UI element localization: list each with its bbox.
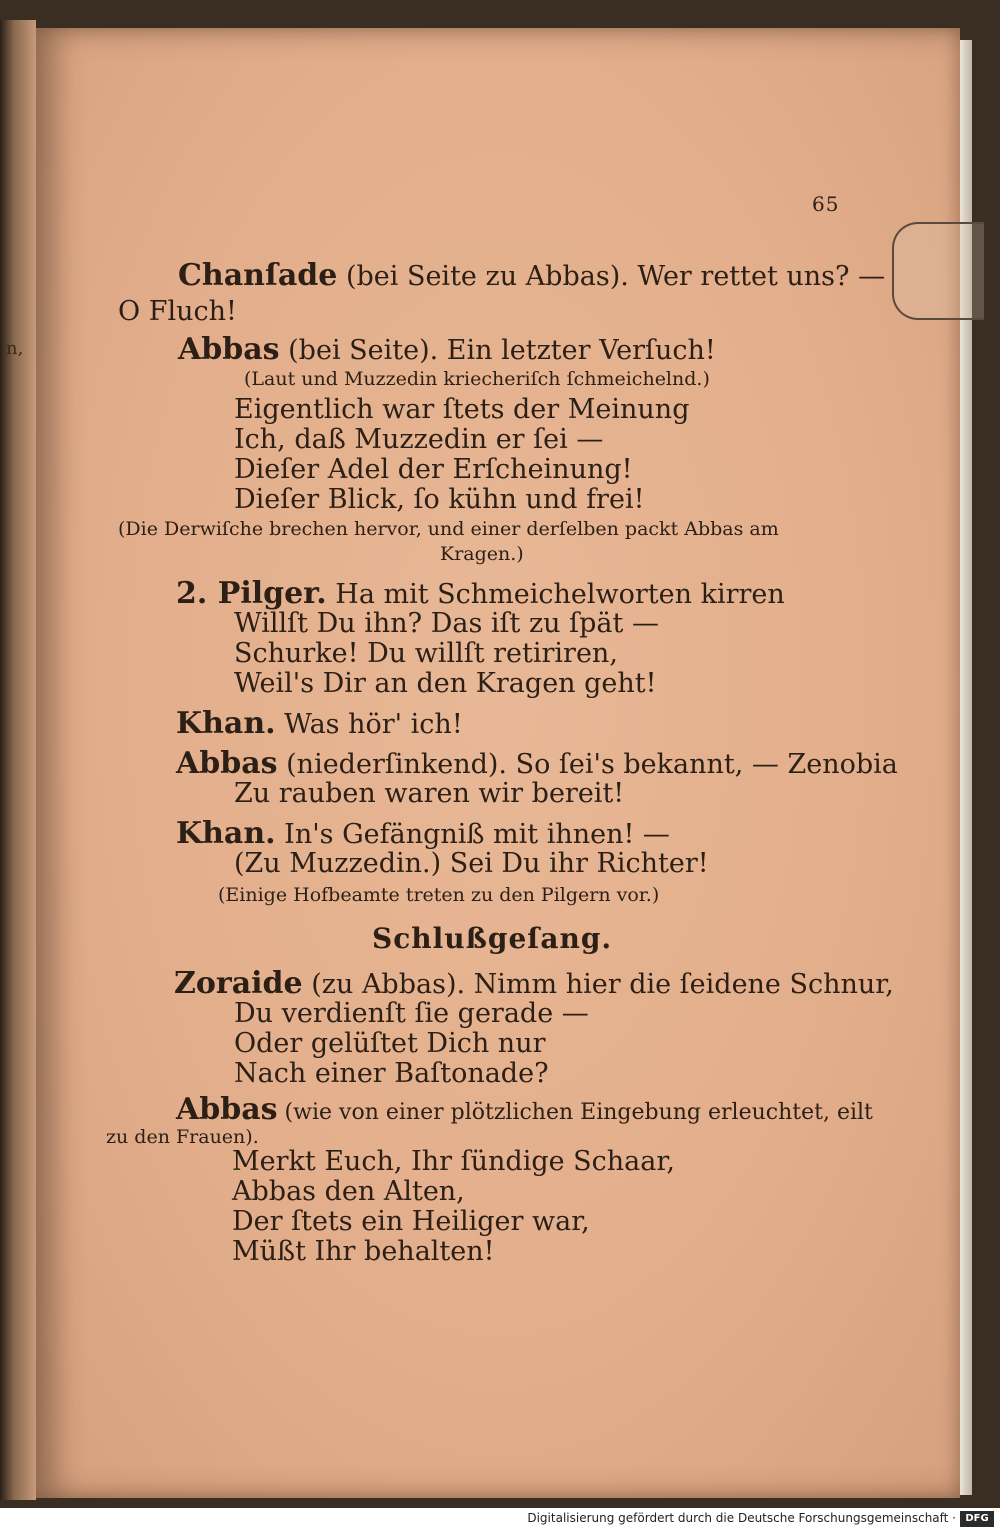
- line-text: Was hör' ich!: [275, 709, 463, 740]
- speaker-name: Zoraide: [174, 966, 303, 1001]
- verse-line: Zu rauben waren wir bereit!: [234, 778, 625, 809]
- speaker-name: Khan.: [176, 706, 276, 741]
- line-text: In's Gefängniß mit ihnen! —: [275, 819, 670, 850]
- dialogue-line: [176, 1092, 873, 1127]
- page-number: 65: [812, 192, 840, 216]
- funding-credit: Digitalisierung gefördert durch die Deutsche Forschungsgemeinschaft ·: [527, 1511, 956, 1525]
- verse-line: Dieſer Adel der Erſcheinung!: [234, 454, 633, 485]
- verse-line: Weil's Dir an den Kragen geht!: [234, 668, 657, 699]
- verse-line: Der ſtets ein Heiliger war,: [232, 1206, 590, 1237]
- stage-direction: (Laut und Muzzedin kriecheriſch ſchmeichelnd.): [244, 368, 710, 390]
- dfg-logo: DFG: [960, 1511, 994, 1527]
- verse-line: Oder gelüſtet Dich nur: [234, 1028, 546, 1059]
- verse-line: Eigentlich war ſtets der Meinung: [234, 394, 690, 425]
- stage-direction: (Die Derwiſche brechen hervor, und einer derſelben packt Abbas am: [118, 518, 779, 540]
- page-clip: [892, 222, 984, 320]
- line-text: Ha mit Schmeichelworten kirren: [326, 579, 785, 610]
- continuation-line: O Fluch!: [118, 296, 237, 327]
- line-text: (niederſinkend). So ſei's bekannt, — Zenobia: [277, 749, 898, 780]
- verse-line: Müßt Ihr behalten!: [232, 1236, 495, 1267]
- verse-line: Schurke! Du willſt retiriren,: [234, 638, 618, 669]
- speaker-name: Abbas: [176, 1092, 278, 1127]
- speaker-name: Abbas: [178, 332, 280, 367]
- verse-line: (Zu Muzzedin.) Sei Du ihr Richter!: [234, 848, 709, 879]
- stage-direction: (Einige Hofbeamte treten zu den Pilgern vor.): [218, 884, 660, 906]
- verse-line: Dieſer Blick, ſo kühn und frei!: [234, 484, 645, 515]
- speaker-name: Khan.: [176, 816, 276, 851]
- section-heading: Schlußgeſang.: [372, 922, 613, 955]
- speaker-name: Abbas: [176, 746, 278, 781]
- verse-line: Willſt Du ihn? Das iſt zu ſpät —: [234, 608, 659, 639]
- stage-direction: zu den Frauen).: [106, 1126, 259, 1148]
- verse-line: Abbas den Alten,: [232, 1176, 465, 1207]
- verse-line: Merkt Euch, Ihr ſündige Schaar,: [232, 1146, 675, 1177]
- verse-line: Nach einer Baſtonade?: [234, 1058, 549, 1089]
- line-text: (zu Abbas). Nimm hier die ſeidene Schnur,: [302, 969, 894, 1000]
- dialogue-line: [176, 706, 463, 741]
- dialogue-line: [174, 966, 894, 1001]
- facing-page-edge: [0, 20, 36, 1500]
- stage-direction: Kragen.): [440, 543, 524, 565]
- dialogue-line: [176, 816, 670, 851]
- line-text: (wie von einer plötzlichen Eingebung erleuchtet, eilt: [277, 1100, 873, 1125]
- dialogue-line: [176, 576, 785, 611]
- line-text: (bei Seite zu Abbas). Wer rettet uns? —: [337, 261, 886, 292]
- footer-bar: [0, 1508, 1000, 1531]
- dialogue-line: [176, 746, 898, 781]
- verse-line: Du verdienſt ſie gerade —: [234, 998, 589, 1029]
- speaker-name: 2. Pilger.: [176, 576, 327, 611]
- dialogue-line: [178, 258, 885, 293]
- facing-page-fragment: n,: [6, 338, 24, 359]
- speaker-name: Chanſade: [178, 258, 338, 293]
- line-text: (bei Seite). Ein letzter Verſuch!: [279, 335, 716, 366]
- dialogue-line: [178, 332, 716, 367]
- verse-line: Ich, daß Muzzedin er ſei —: [234, 424, 604, 455]
